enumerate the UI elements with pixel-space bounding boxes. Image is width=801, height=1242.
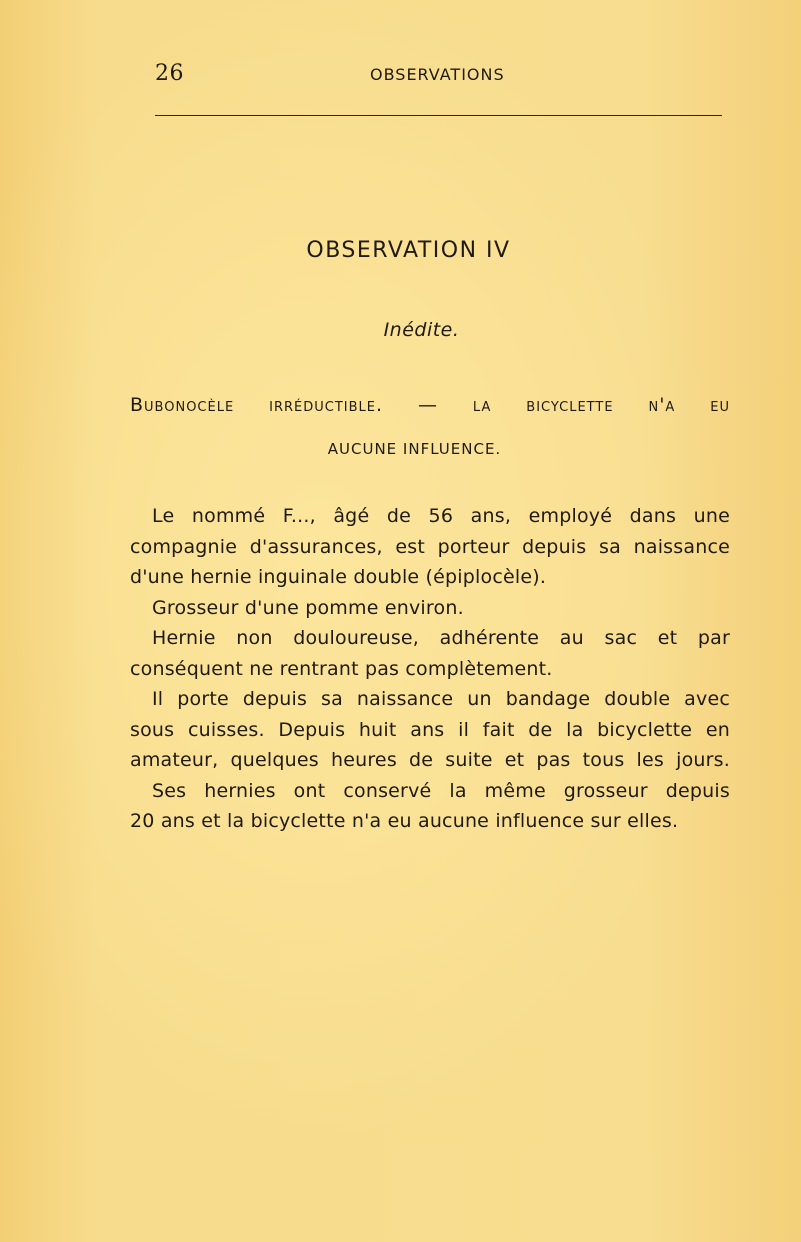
header-rule: [155, 115, 722, 116]
paragraph-line: Le nommé F..., âgé de 56 ans, employé dans une: [152, 505, 730, 527]
paragraph-line: d'une hernie inguinale double (épiplocèle).: [130, 566, 547, 588]
paragraph-line: Grosseur d'une pomme environ.: [152, 596, 464, 619]
case-heading-line-1: Bubonocèle irréductible. — la bicyclette n'a eu: [130, 394, 730, 416]
paragraph-line: compagnie d'assurances, est porteur depuis sa naissance: [130, 535, 730, 558]
paragraph-line: conséquent ne rentrant pas complètement.: [130, 657, 553, 680]
case-heading-line-2: AUCUNE INFLUENCE.: [327, 440, 502, 458]
page-number: 26: [155, 61, 184, 86]
running-title: OBSERVATIONS: [370, 65, 505, 84]
paragraph-line: Ses hernies ont conservé la même grosseur depuis: [152, 779, 730, 802]
case-description: [130, 501, 730, 837]
observation-subtitle: Inédite.: [383, 319, 460, 341]
paragraph-line: 20 ans et la bicyclette n'a eu aucune influence sur elles.: [130, 810, 679, 832]
paragraph-line: Hernie non douloureuse, adhérente au sac et par: [152, 627, 730, 649]
paragraph-line: amateur, quelques heures de suite et pas tous les jours.: [130, 749, 730, 771]
observation-title: OBSERVATION IV: [306, 238, 511, 263]
paragraph-line: sous cuisses. Depuis huit ans il fait de la bicyclette en: [130, 718, 730, 741]
paragraph-line: Il porte depuis sa naissance un bandage double avec: [152, 688, 730, 710]
